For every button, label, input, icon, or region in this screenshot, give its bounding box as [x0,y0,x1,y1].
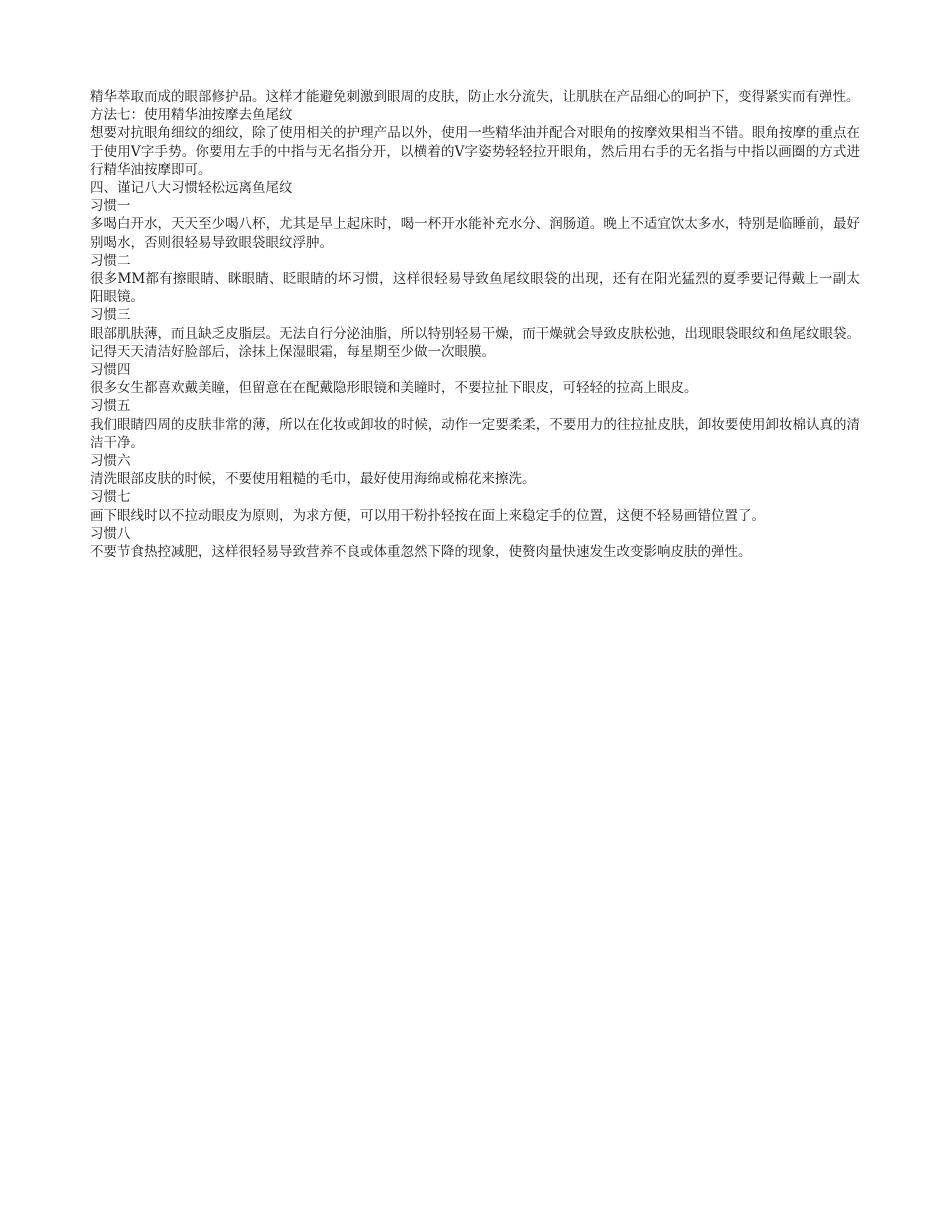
document-body [90,88,860,561]
paragraph-habit-four: 很多女生都喜欢戴美瞳，但留意在在配戴隐形眼镜和美瞳时，不要拉扯下眼皮，可轻轻的拉高上眼皮。 [90,380,698,397]
paragraph-method-seven: 想要对抗眼角细纹的细纹，除了使用相关的护理产品以外，使用一些精华油并配合对眼角的按摩效果相当不错。眼角按摩的重点在于使用V字手势。你要用左手的中指与无名指分开，以横着的V字姿势轻轻拉开眼角，然后用右手的无名指与中指以画圈的方式进行精华油按摩即可。 [90,125,860,178]
heading-habit-five: 习惯五 [90,398,131,415]
paragraph-habit-six: 清洗眼部皮肤的时候，不要使用粗糙的毛巾，最好使用海绵或棉花来擦洗。 [90,471,536,488]
paragraph-habit-five: 我们眼睛四周的皮肤非常的薄，所以在化妆或卸妆的时候，动作一定要柔柔，不要用力的往拉扯皮肤，卸妆要使用卸妆棉认真的清洁干净。 [90,416,860,451]
paragraph-habit-two: 很多MM都有擦眼睛、眯眼睛、眨眼睛的坏习惯，这样很轻易导致鱼尾纹眼袋的出现，还有在阳光猛烈的夏季要记得戴上一副太阳眼镜。 [90,271,860,306]
heading-habit-seven: 习惯七 [90,489,131,506]
heading-habit-two: 习惯二 [90,252,131,269]
paragraph-intro-continuation: 精华萃取而成的眼部修护品。这样才能避免刺激到眼周的皮肤，防止水分流失，让肌肤在产品细心的呵护下，变得紧实而有弹性。 [90,89,860,105]
heading-method-seven: 方法七：使用精华油按摩去鱼尾纹 [90,107,293,124]
heading-habit-four: 习惯四 [90,362,131,379]
heading-habit-eight: 习惯八 [90,525,131,542]
paragraph-habit-one: 多喝白开水，天天至少喝八杯，尤其是早上起床时，喝一杯开水能补充水分、润肠道。晚上不适宜饮太多水，特别是临睡前，最好别喝水，否则很轻易导致眼袋眼纹浮肿。 [90,216,860,251]
heading-habit-one: 习惯一 [90,198,131,215]
paragraph-habit-eight: 不要节食热控减肥，这样很轻易导致营养不良或体重忽然下降的现象，使赘肉量快速发生改变影响皮肤的弹性。 [90,544,752,561]
heading-section-four: 四、谨记八大习惯轻松远离鱼尾纹 [90,180,293,197]
heading-habit-three: 习惯三 [90,307,131,324]
paragraph-habit-seven: 画下眼线时以不拉动眼皮为原则，为求方便，可以用干粉扑轻按在面上来稳定手的位置，这便不轻易画错位置了。 [90,507,765,524]
paragraph-habit-three: 眼部肌肤薄，而且缺乏皮脂层。无法自行分泌油脂，所以特别轻易干燥，而干燥就会导致皮肤松弛，出现眼袋眼纹和鱼尾纹眼袋。记得天天清洁好脸部后，涂抹上保湿眼霜，每星期至少做一次眼膜。 [90,325,860,360]
heading-habit-six: 习惯六 [90,453,131,470]
